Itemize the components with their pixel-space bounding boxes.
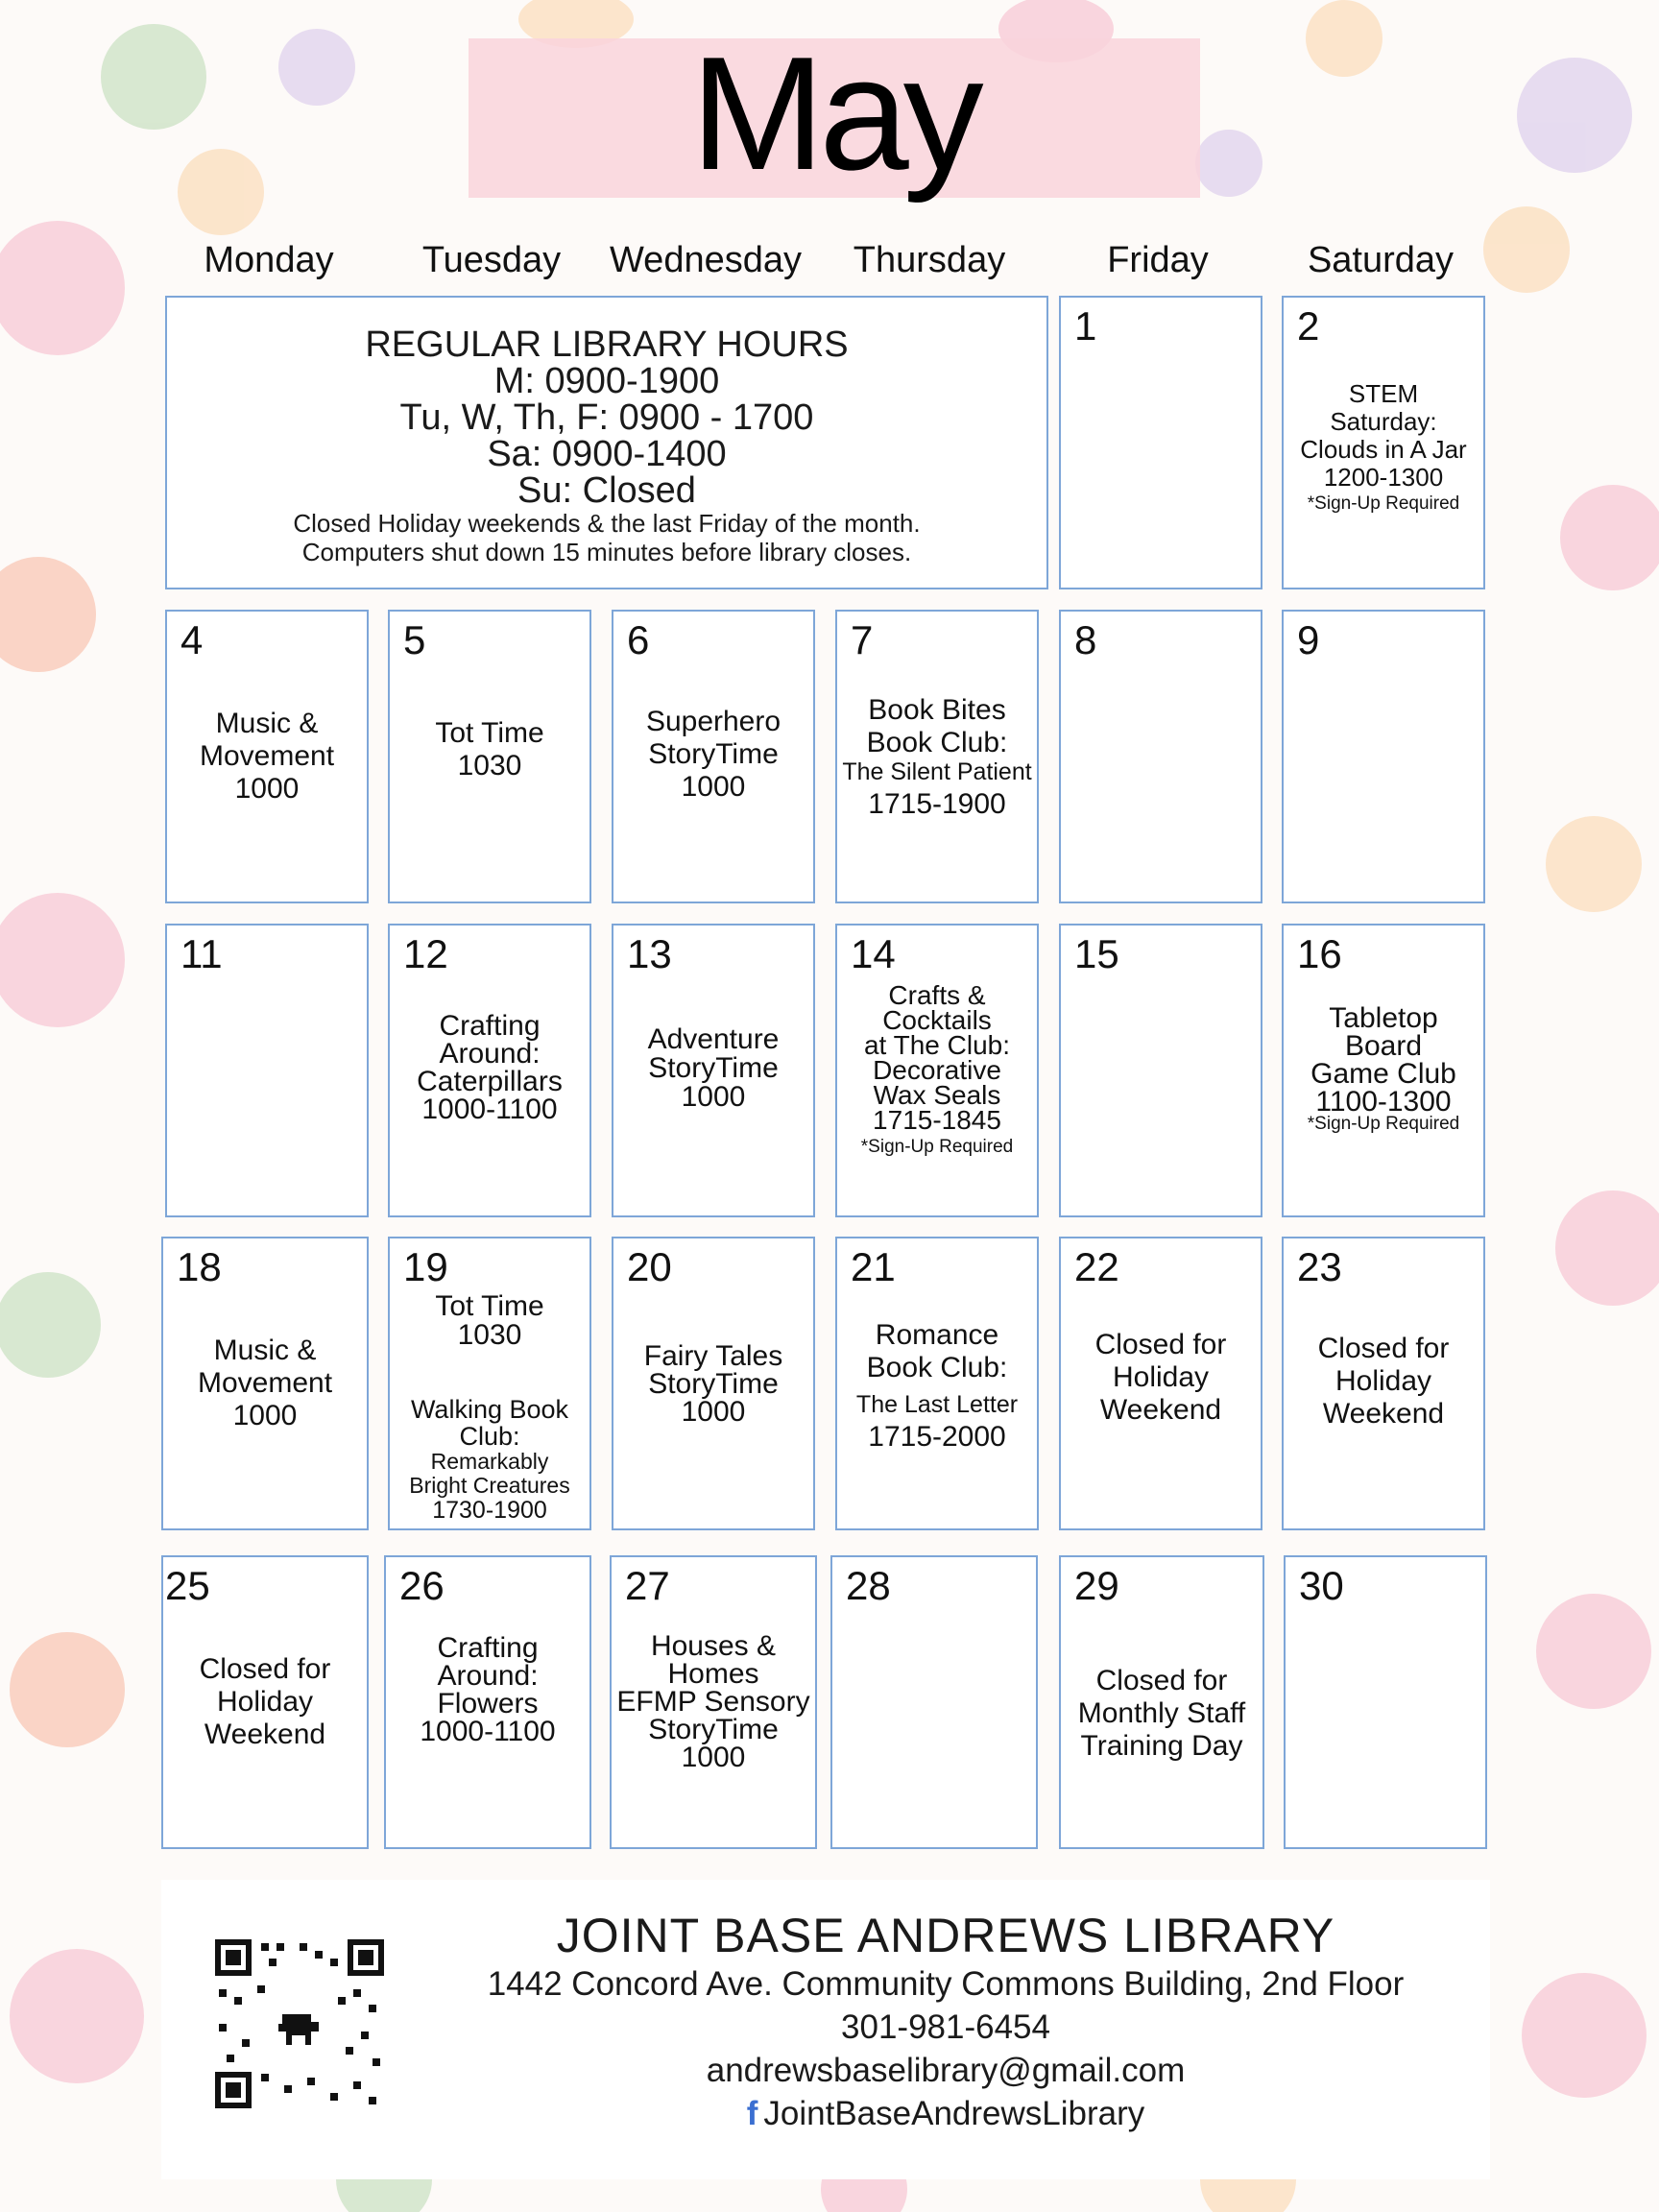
event-time: 1715-1900 — [868, 788, 1006, 820]
calendar-day-cell — [612, 1237, 815, 1530]
library-footer — [161, 1880, 1490, 2179]
calendar-day-cell — [612, 610, 815, 903]
event-text: Crafting Around: Flowers 1000-1100 — [420, 1632, 556, 1747]
calendar-day-cell — [1282, 924, 1485, 1217]
library-email[interactable]: andrewsbaselibrary@gmail.com — [706, 2052, 1186, 2089]
calendar-day-cell — [388, 610, 591, 903]
calendar-day-cell — [1059, 1555, 1264, 1849]
day-header-friday: Friday — [1107, 240, 1209, 280]
calendar-day-cell — [610, 1555, 817, 1849]
month-title: May — [690, 23, 978, 204]
calendar-day-cell — [1059, 296, 1262, 589]
calendar-day-cell — [835, 610, 1039, 903]
day-number: 21 — [851, 1244, 896, 1289]
day-number: 12 — [403, 931, 448, 976]
hours-line: Tu, W, Th, F: 0900 - 1700 — [399, 397, 814, 438]
day-header-saturday: Saturday — [1307, 240, 1455, 280]
hours-note: Closed Holiday weekends & the last Friday of the month. — [293, 509, 921, 538]
day-header-monday: Monday — [204, 240, 334, 280]
event-book-title: The Silent Patient — [842, 758, 1032, 785]
day-number: 30 — [1299, 1563, 1344, 1608]
day-header-tuesday: Tuesday — [421, 240, 562, 280]
day-number: 9 — [1297, 617, 1320, 662]
calendar-day-cell — [388, 924, 591, 1217]
day-number: 6 — [627, 617, 650, 662]
hours-line: Sa: 0900-1400 — [487, 434, 727, 474]
calendar-day-cell — [1284, 1555, 1487, 1849]
day-number: 8 — [1074, 617, 1097, 662]
library-hours-block — [165, 296, 1048, 589]
event-text-second: Walking Book Club: — [410, 1395, 569, 1451]
event-text: Closed for Holiday Weekend — [199, 1653, 331, 1750]
library-address: 1442 Concord Ave. Community Commons Building, 2nd Floor — [487, 1965, 1405, 2003]
calendar-day-cell — [1282, 1237, 1485, 1530]
event-note: *Sign-Up Required — [1307, 493, 1460, 514]
library-name: JOINT BASE ANDREWS LIBRARY — [556, 1909, 1335, 1962]
day-number: 27 — [625, 1563, 670, 1608]
event-note: *Sign-Up Required — [1307, 1114, 1460, 1134]
event-text: Houses & Homes EFMP Sensory StoryTime 1000 — [616, 1630, 810, 1773]
calendar-day-cell — [830, 1555, 1038, 1849]
day-number: 26 — [399, 1563, 445, 1608]
day-number: 11 — [180, 931, 223, 976]
event-time: 1730-1900 — [432, 1497, 547, 1524]
event-text: Music & Movement 1000 — [199, 708, 335, 805]
event-text: Music & Movement 1000 — [197, 1334, 333, 1431]
hours-heading: REGULAR LIBRARY HOURS — [365, 325, 849, 365]
event-text: Crafting Around: Caterpillars 1000-1100 — [417, 1010, 563, 1125]
qr-code-icon[interactable] — [215, 1939, 384, 2108]
facebook-handle: JointBaseAndrewsLibrary — [763, 2095, 1145, 2132]
calendar-day-cell — [1282, 610, 1485, 903]
event-text: Closed for Holiday Weekend — [1317, 1333, 1450, 1430]
day-number: 20 — [627, 1244, 672, 1289]
calendar-day-cell — [1059, 924, 1262, 1217]
calendar-day-cell — [165, 610, 369, 903]
day-header-thursday: Thursday — [853, 240, 1006, 280]
facebook-icon: f — [746, 2095, 758, 2132]
hours-note: Computers shut down 15 minutes before library closes. — [301, 538, 912, 566]
calendar-day-cell — [388, 1237, 591, 1530]
day-number: 29 — [1074, 1563, 1119, 1608]
calendar-day-cell — [612, 924, 815, 1217]
event-text: Fairy Tales StoryTime 1000 — [643, 1340, 783, 1428]
day-number: 19 — [403, 1244, 448, 1289]
day-number: 2 — [1297, 303, 1320, 349]
day-number: 1 — [1074, 303, 1097, 349]
event-time: 1715-2000 — [868, 1421, 1006, 1453]
event-text: Tot Time 1030 — [435, 717, 544, 781]
event-text: Tot Time 1030 — [435, 1290, 544, 1351]
calendar-day-cell — [835, 924, 1039, 1217]
calendar-day-cell — [1282, 296, 1485, 589]
day-header-wednesday: Wednesday — [610, 240, 802, 280]
event-text: Closed for Monthly Staff Training Day — [1077, 1665, 1246, 1762]
calendar-day-cell — [161, 1555, 369, 1849]
day-number: 7 — [851, 617, 874, 662]
day-number: 16 — [1297, 931, 1342, 976]
hours-line: Su: Closed — [517, 470, 696, 511]
day-number: 13 — [627, 931, 672, 976]
event-text: Closed for Holiday Weekend — [1094, 1329, 1227, 1426]
event-text: Adventure StoryTime 1000 — [647, 1023, 780, 1113]
day-number: 28 — [846, 1563, 891, 1608]
event-text: STEM Saturday: Clouds in A Jar 1200-1300 — [1300, 379, 1467, 492]
day-number: 23 — [1297, 1244, 1342, 1289]
library-phone[interactable]: 301-981-6454 — [841, 2008, 1050, 2046]
calendar-day-cell — [384, 1555, 591, 1849]
day-number: 5 — [403, 617, 426, 662]
event-text: Tabletop Board Game Club 1100-1300 — [1310, 1002, 1456, 1118]
day-number: 25 — [165, 1563, 210, 1608]
event-note: *Sign-Up Required — [860, 1137, 1014, 1157]
calendar-day-cell — [1059, 610, 1262, 903]
event-text: Crafts & Cocktails at The Club: Decorative Wax Seals 1715-1845 — [863, 980, 1011, 1135]
day-number: 15 — [1074, 931, 1119, 976]
day-number: 22 — [1074, 1244, 1119, 1289]
calendar-day-cell — [161, 1237, 369, 1530]
day-number: 14 — [851, 931, 896, 976]
calendar-day-cell — [165, 924, 369, 1217]
facebook-link[interactable] — [401, 2092, 1490, 2135]
event-book-title: The Last Letter — [855, 1391, 1019, 1418]
event-book-title: Remarkably Bright Creatures — [409, 1449, 570, 1498]
event-text: Romance Book Club: — [866, 1319, 1008, 1383]
event-text: Book Bites Book Club: — [866, 694, 1008, 758]
day-number: 18 — [177, 1244, 222, 1289]
calendar-day-cell — [1059, 1237, 1262, 1530]
hours-line: M: 0900-1900 — [493, 361, 720, 401]
calendar-day-cell — [835, 1237, 1039, 1530]
day-number: 4 — [180, 617, 204, 662]
event-text: Superhero StoryTime 1000 — [645, 706, 781, 803]
